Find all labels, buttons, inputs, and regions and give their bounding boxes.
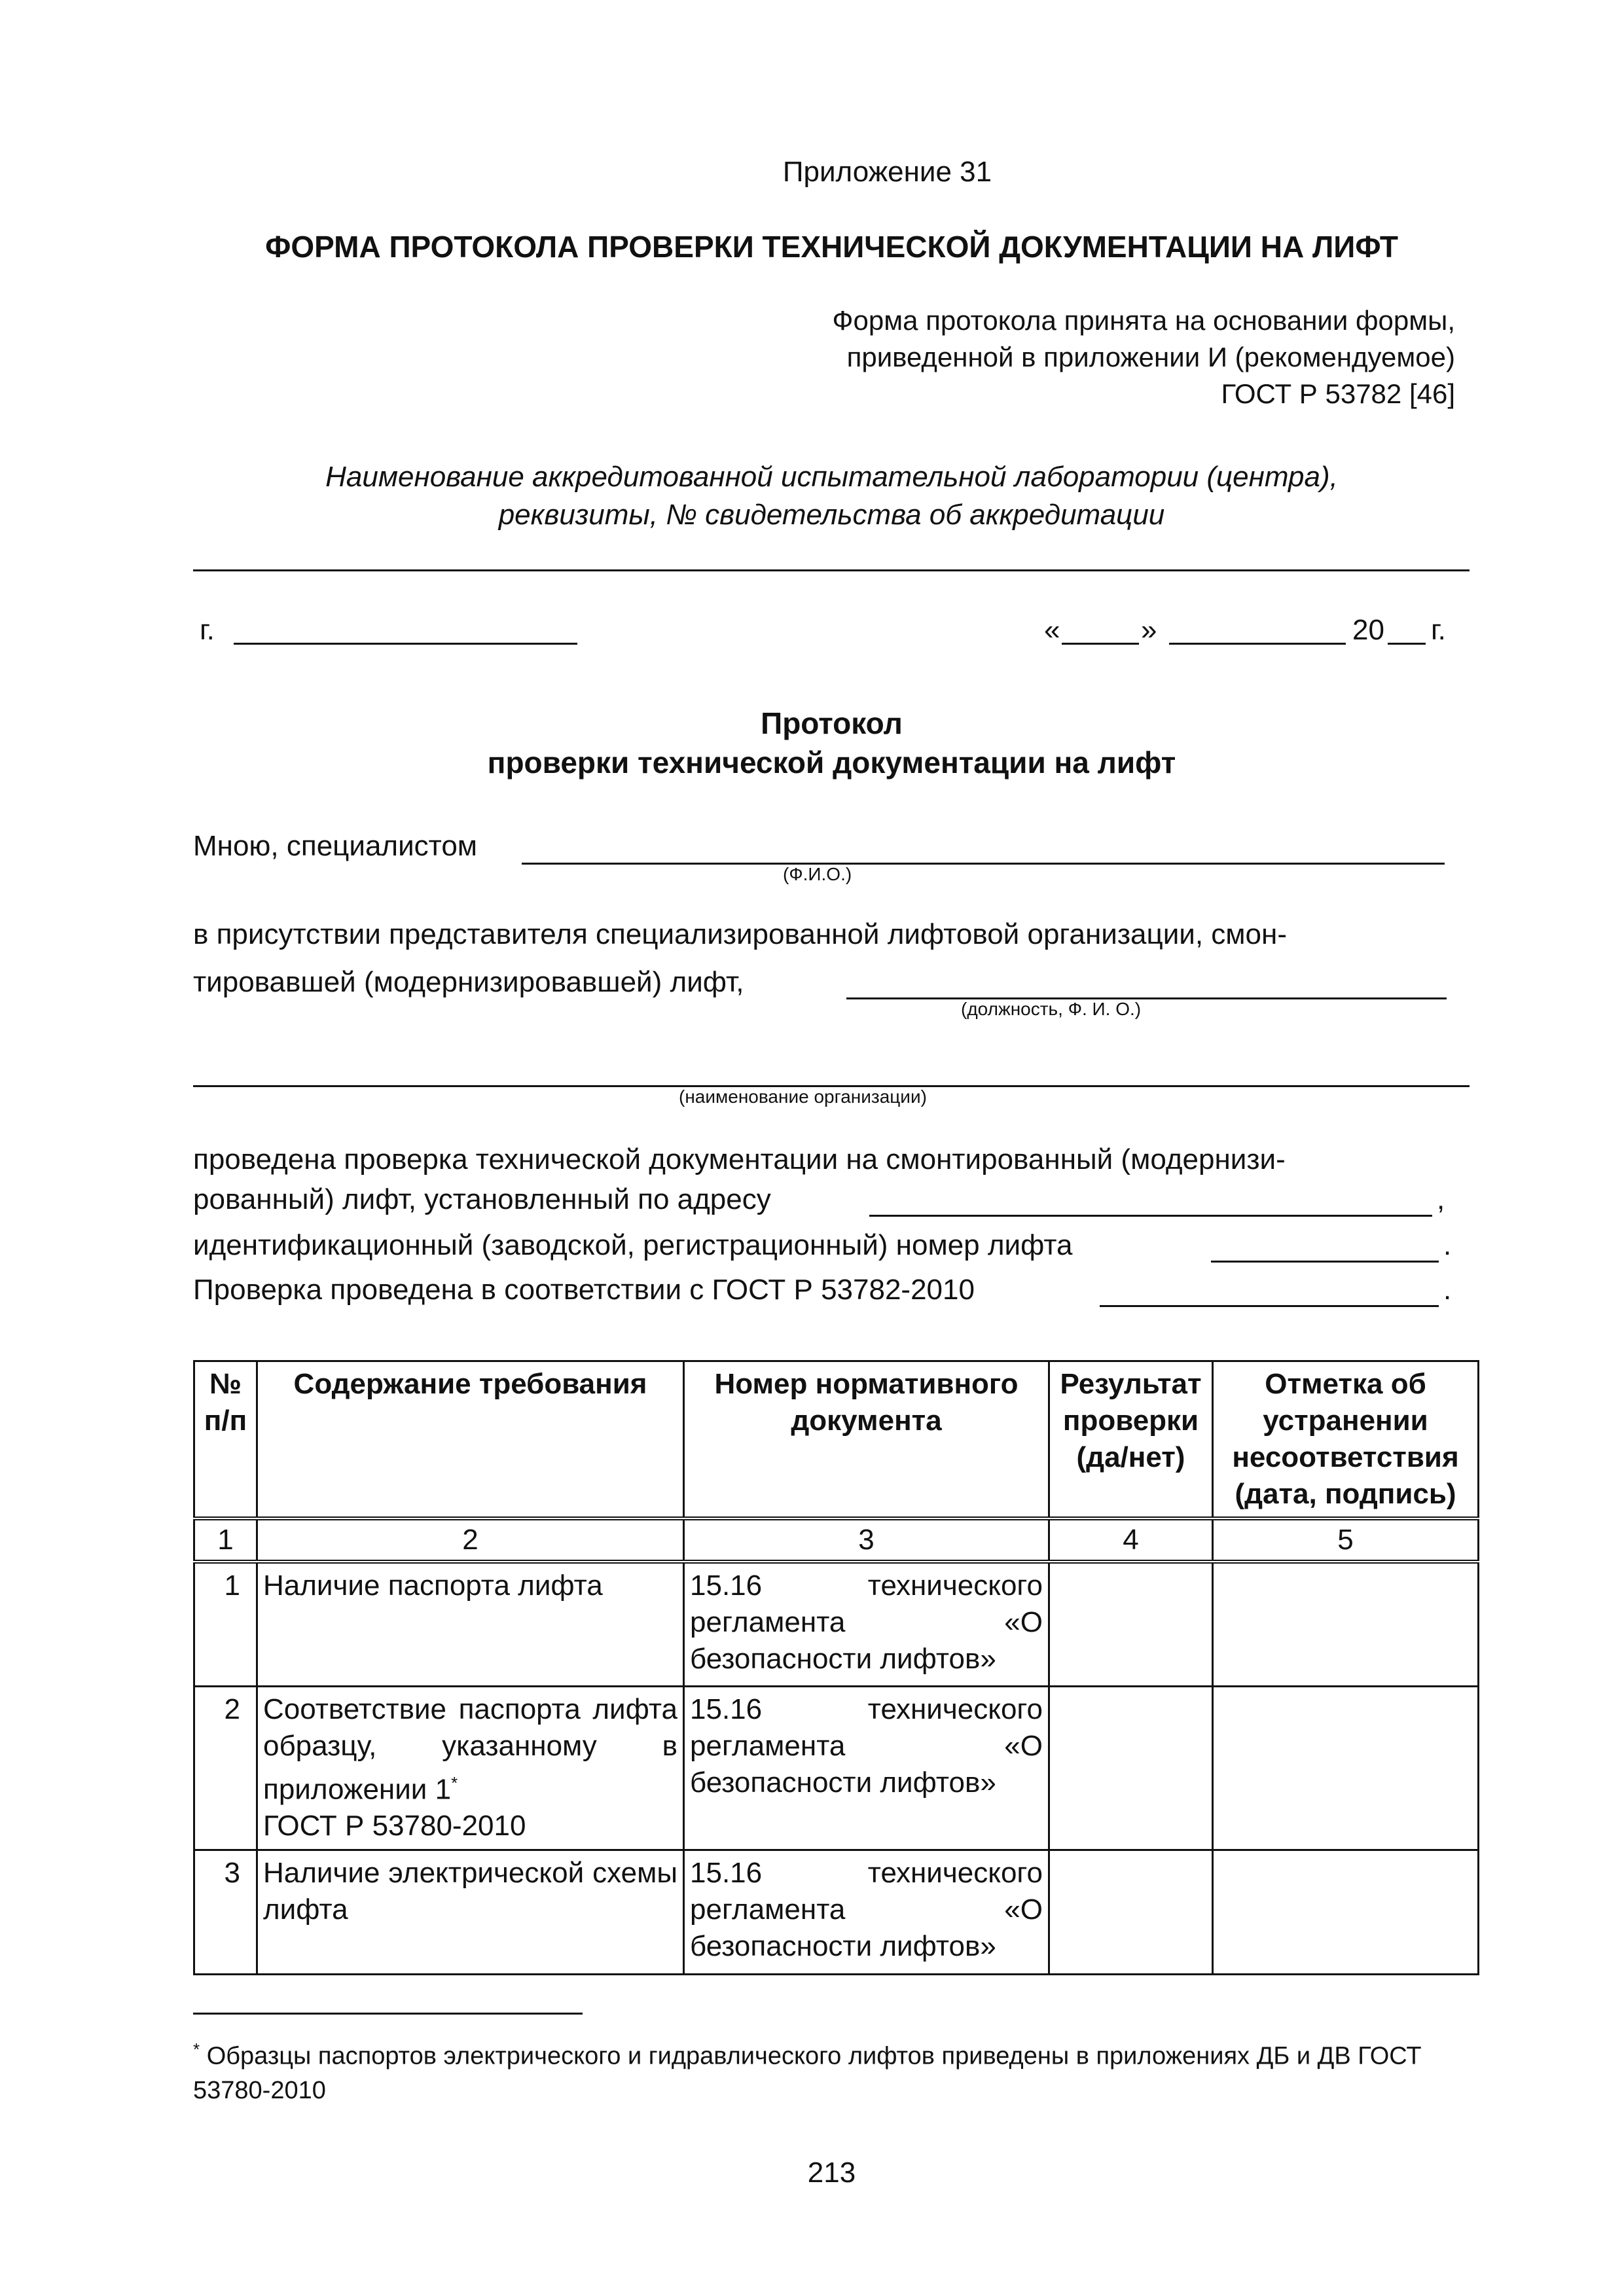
standard-dot: . (1443, 1274, 1452, 1306)
row-document: 15.16 технического регламента «О безопасности лифтов» (684, 1686, 1049, 1850)
table-row (194, 1686, 1479, 1850)
check-line-2: рованный) лифт, установленный по адресу (193, 1183, 771, 1215)
city-field[interactable] (234, 643, 577, 645)
requirements-table (193, 1360, 1479, 1975)
specialist-caption: (Ф.И.О.) (783, 864, 852, 884)
column-number-row (194, 1518, 1479, 1562)
lab-name-placeholder (0, 458, 1624, 534)
presence-line-2: тировавшей (модернизировавшей) лифт, (193, 966, 744, 998)
row-document: 15.16 технического регламента «О безопасности лифтов» (684, 1562, 1049, 1686)
row-mark-cell[interactable] (1213, 1850, 1479, 1974)
row-result-cell[interactable] (1049, 1850, 1213, 1974)
table-row (194, 1562, 1479, 1686)
header-document: Номер нормативного документа (684, 1361, 1049, 1519)
organization-caption: (наименование организации) (679, 1086, 927, 1107)
date-close-quote: » (1141, 614, 1157, 646)
row-requirement (257, 1686, 684, 1850)
presence-line-1: в присутствии представителя специализированной лифтовой организации, смон- (193, 918, 1287, 950)
standard-field[interactable] (1100, 1305, 1439, 1307)
appendix-number: Приложение 31 (782, 156, 992, 188)
lab-name-line-2: реквизиты, № свидетельства об аккредитации (498, 499, 1165, 531)
year-field[interactable] (1388, 643, 1426, 645)
header-number: № п/п (194, 1361, 257, 1519)
footnote-marker: * (451, 1772, 458, 1793)
lab-name-line-1: Наименование аккредитованной испытательной лаборатории (центра), (325, 461, 1338, 493)
basis-line-1: Форма протокола принята на основании формы, (832, 305, 1455, 336)
specialist-name-field[interactable] (522, 863, 1445, 865)
specialist-label: Мною, специалистом (193, 830, 478, 862)
column-number: 1 (194, 1518, 257, 1562)
row-mark-cell[interactable] (1213, 1686, 1479, 1850)
row-requirement: Наличие паспорта лифта (257, 1562, 684, 1686)
basis-line-3: ГОСТ Р 53782 [46] (1221, 378, 1455, 409)
protocol-title (0, 704, 1624, 782)
city-prefix: г. (200, 614, 215, 646)
row-requirement: Наличие электрической схемы лифта (257, 1850, 684, 1974)
page-number: 213 (807, 2157, 856, 2189)
row-result-cell[interactable] (1049, 1686, 1213, 1850)
address-field[interactable] (869, 1215, 1432, 1217)
row-number: 2 (194, 1686, 257, 1850)
date-open-quote: « (1044, 614, 1060, 646)
row-number: 3 (194, 1850, 257, 1974)
header-mark: Отметка об устранении несоответствия (дата, подпись) (1213, 1361, 1479, 1519)
address-comma: , (1437, 1183, 1445, 1215)
representative-caption: (должность, Ф. И. О.) (961, 999, 1142, 1019)
lift-number-dot: . (1443, 1229, 1452, 1261)
check-line-1: проведена проверка технической документации на смонтированный (модернизи- (193, 1143, 1286, 1175)
row-document: 15.16 технического регламента «О безопасности лифтов» (684, 1850, 1049, 1974)
protocol-title-line-1: Протокол (761, 706, 903, 740)
column-number: 3 (684, 1518, 1049, 1562)
year-prefix: 20 (1352, 614, 1384, 646)
header-result: Результат проверки (да/нет) (1049, 1361, 1213, 1519)
row-result-cell[interactable] (1049, 1562, 1213, 1686)
row-mark-cell[interactable] (1213, 1562, 1479, 1686)
check-line-3: идентификационный (заводской, регистрационный) номер лифта (193, 1229, 1073, 1261)
footnote-text: Образцы паспортов электрического и гидравлического лифтов приведены в приложениях ДБ и ДВ ГОСТ 53780-2010 (193, 2042, 1422, 2104)
check-line-4: Проверка проведена в соответствии с ГОСТ Р 53782-2010 (193, 1274, 975, 1306)
lift-number-field[interactable] (1211, 1261, 1439, 1263)
table-row (194, 1850, 1479, 1974)
header-requirement: Содержание требования (257, 1361, 684, 1519)
column-number: 5 (1213, 1518, 1479, 1562)
basis-line-2: приведенной в приложении И (рекомендуемое) (846, 342, 1455, 372)
day-field[interactable] (1062, 643, 1139, 645)
row-number: 1 (194, 1562, 257, 1686)
month-field[interactable] (1169, 643, 1346, 645)
row-requirement-standard: ГОСТ Р 53780-2010 (263, 1810, 526, 1842)
representative-field[interactable] (846, 997, 1447, 999)
lab-name-line[interactable] (193, 569, 1470, 571)
footnote (193, 2032, 1450, 2108)
column-number: 2 (257, 1518, 684, 1562)
footnote-mark: * (193, 2039, 200, 2059)
year-suffix: г. (1431, 614, 1446, 646)
footnote-divider (193, 2013, 583, 2015)
protocol-title-line-2: проверки технической документации на лифт (487, 745, 1176, 780)
form-basis-note (833, 302, 1455, 412)
row-requirement-text: Соответствие паспорта лифта образцу, указанному в приложении 1 (263, 1693, 677, 1806)
form-title: ФОРМА ПРОТОКОЛА ПРОВЕРКИ ТЕХНИЧЕСКОЙ ДОКУМЕНТАЦИИ НА ЛИФТ (265, 230, 1398, 264)
table-header-row (194, 1361, 1479, 1519)
column-number: 4 (1049, 1518, 1213, 1562)
